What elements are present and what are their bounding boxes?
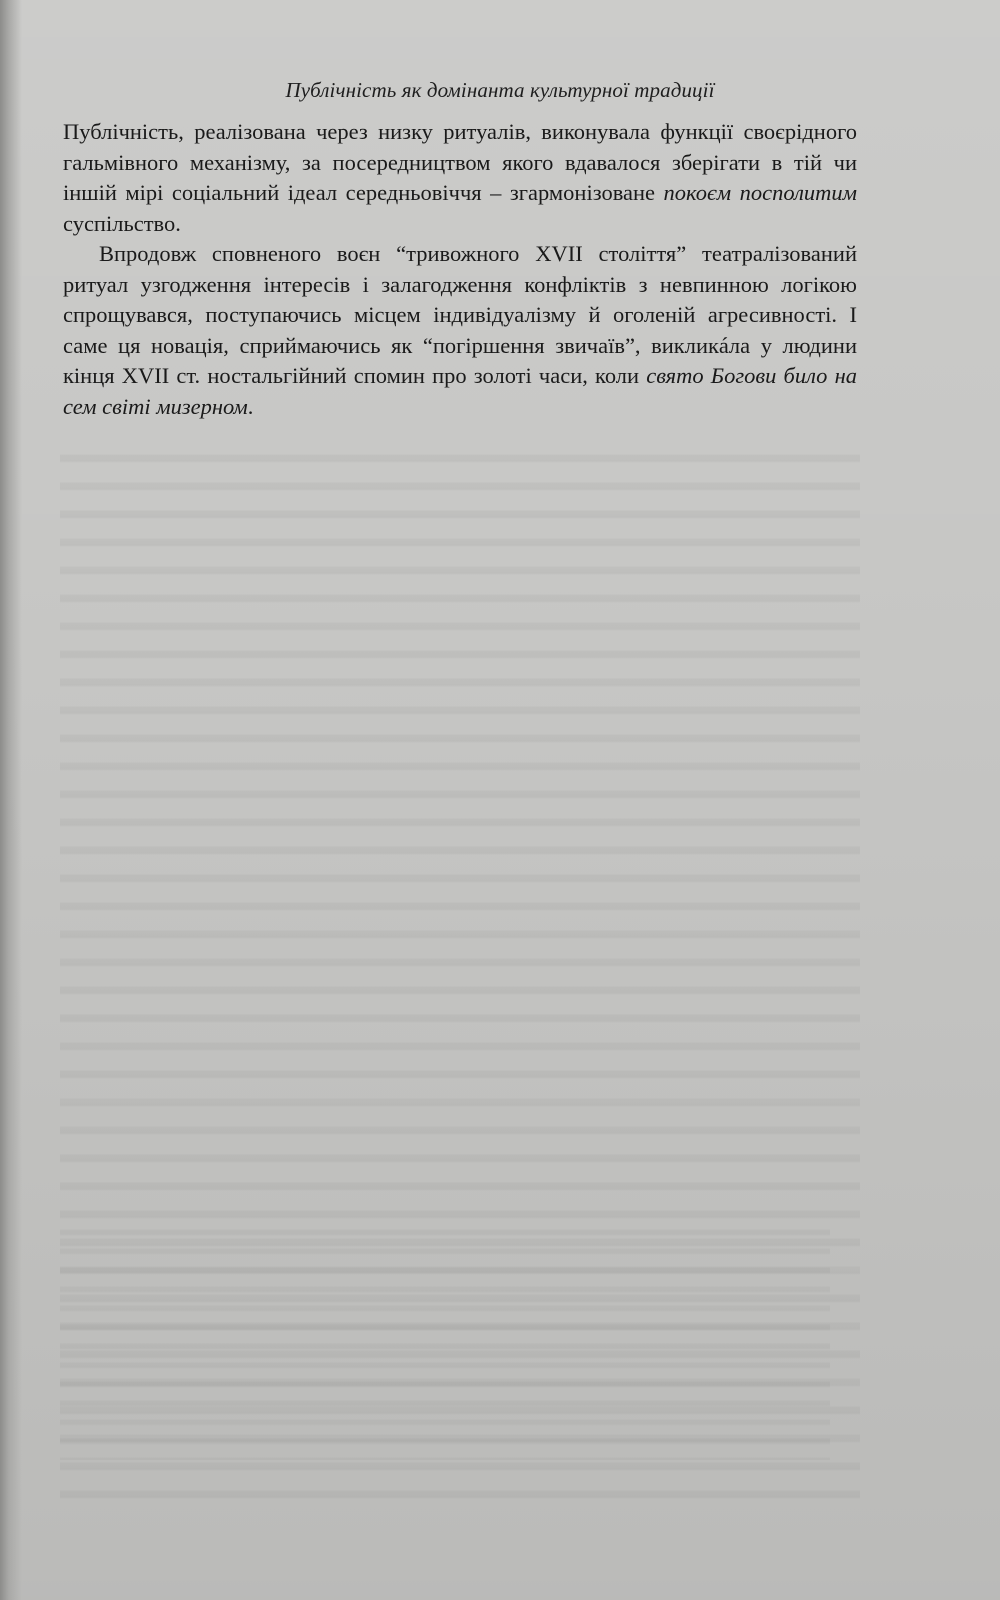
body-text: [63, 117, 857, 422]
bleed-through-footnotes: [60, 1220, 830, 1460]
paragraph-1: [63, 117, 857, 239]
paragraph-2-text-b: .: [247, 393, 254, 419]
paragraph-1-text-b: суспільство.: [63, 210, 181, 236]
page-gutter-shadow: [0, 0, 22, 1600]
paragraph-2-text-a: Впродовж сповненого воєн “тривожного XVII століття” театралізований ритуал узгодження інтересів і залагодження конфліктів з невпинною логікою спрощувався, поступаючись місцем індивідуалізму й оголеній агресивності. І саме ця новація, сприймаючись як “погіршення звичаїв”, викликáла у людини кінця XVII ст. ностальгійний спомин про золоті часи, коли: [63, 241, 857, 388]
paragraph-1-emphasis: покоєм посполитим: [663, 180, 857, 205]
running-head: Публічність як домінанта культурної традиції: [285, 78, 715, 102]
paragraph-1-text-a: Публічність, реалізована через низку ритуалів, виконувала функції своєрідного гальмівного механізму, за посередництвом якого вдавалося зберігати в тій чи іншій мірі соціальний ідеал середньовіччя – згармонізоване: [63, 119, 857, 205]
paragraph-2-emphasis: свято Богови било на сем світі мизерном: [63, 363, 857, 419]
paragraph-2: [63, 239, 857, 422]
